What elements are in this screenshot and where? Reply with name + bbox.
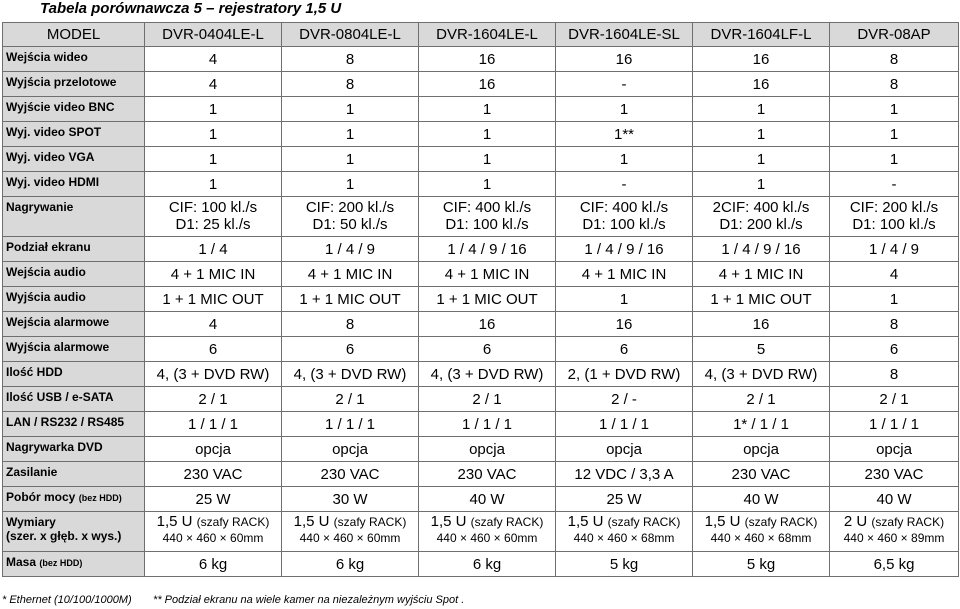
cell bbox=[556, 197, 693, 237]
cell-line-dims: 440 × 460 × 60mm bbox=[299, 531, 401, 545]
cell: 8 bbox=[830, 72, 959, 97]
cell: 1 / 4 / 9 / 16 bbox=[693, 237, 830, 262]
table-row bbox=[3, 337, 959, 362]
cell: 1 / 1 / 1 bbox=[145, 412, 282, 437]
cell-line: 2CIF: 400 kl./s bbox=[712, 199, 810, 216]
cell: 230 VAC bbox=[830, 462, 959, 487]
table-row bbox=[3, 362, 959, 387]
cell: opcja bbox=[556, 437, 693, 462]
row-label-text: Zasilanie bbox=[6, 465, 58, 479]
cell: 6 bbox=[419, 337, 556, 362]
cell: 2 / 1 bbox=[830, 387, 959, 412]
cell: 12 VDC / 3,3 A bbox=[556, 462, 693, 487]
cell-line: D1: 100 kl./s bbox=[445, 216, 529, 233]
cell: 1 bbox=[145, 122, 282, 147]
cell-line-note: (szafy RACK) bbox=[607, 515, 681, 529]
row-label bbox=[3, 362, 145, 387]
table-row bbox=[3, 237, 959, 262]
cell: 1 / 1 / 1 bbox=[830, 412, 959, 437]
cell: 5 bbox=[693, 337, 830, 362]
cell bbox=[145, 512, 282, 552]
cell: 230 VAC bbox=[145, 462, 282, 487]
cell-line: D1: 200 kl./s bbox=[719, 216, 803, 233]
table-row bbox=[3, 462, 959, 487]
header-row bbox=[3, 23, 959, 47]
table-row bbox=[3, 312, 959, 337]
cell: 1 bbox=[282, 172, 419, 197]
cell: 1 bbox=[145, 147, 282, 172]
cell-line-dims: 440 × 460 × 68mm bbox=[573, 531, 675, 545]
row-label-text: LAN / RS232 / RS485 bbox=[6, 415, 125, 429]
cell: 2 / 1 bbox=[419, 387, 556, 412]
cell: 25 W bbox=[145, 487, 282, 512]
cell bbox=[419, 512, 556, 552]
row-label bbox=[3, 47, 145, 72]
row-label bbox=[3, 312, 145, 337]
cell bbox=[830, 512, 959, 552]
comparison-table bbox=[2, 22, 959, 577]
cell: 1 / 1 / 1 bbox=[419, 412, 556, 437]
page-title: Tabela porównawcza 5 – rejestratory 1,5 U bbox=[40, 0, 342, 17]
cell: 8 bbox=[830, 47, 959, 72]
row-label-text: Wyjścia przelotowe bbox=[6, 75, 117, 89]
cell: 8 bbox=[830, 362, 959, 387]
cell: 25 W bbox=[556, 487, 693, 512]
cell-line: CIF: 200 kl./s bbox=[849, 199, 939, 216]
cell bbox=[419, 197, 556, 237]
cell: 40 W bbox=[419, 487, 556, 512]
cell: 1 / 4 bbox=[145, 237, 282, 262]
cell-line-dims: 440 × 460 × 89mm bbox=[843, 531, 945, 545]
model-header-3: DVR-1604LE-L bbox=[419, 23, 556, 47]
cell-line-dims: 440 × 460 × 60mm bbox=[162, 531, 264, 545]
cell-line-dims: 440 × 460 × 68mm bbox=[710, 531, 812, 545]
table-row bbox=[3, 197, 959, 237]
cell: 230 VAC bbox=[419, 462, 556, 487]
row-label-note: (bez HDD) bbox=[39, 558, 83, 568]
table-row bbox=[3, 487, 959, 512]
cell: 4 bbox=[830, 262, 959, 287]
cell: 30 W bbox=[282, 487, 419, 512]
row-label bbox=[3, 72, 145, 97]
cell-line: 1,5 U bbox=[156, 513, 193, 530]
table-row bbox=[3, 387, 959, 412]
cell-line: CIF: 400 kl./s bbox=[579, 199, 669, 216]
cell: 16 bbox=[693, 312, 830, 337]
cell: 1 / 1 / 1 bbox=[282, 412, 419, 437]
cell: 8 bbox=[282, 72, 419, 97]
cell: 1 / 1 / 1 bbox=[556, 412, 693, 437]
cell: 8 bbox=[830, 312, 959, 337]
row-label-text: Wymiary bbox=[6, 515, 56, 529]
cell: 16 bbox=[419, 312, 556, 337]
cell-line: 1,5 U bbox=[430, 513, 467, 530]
row-label-text: Masa bbox=[6, 555, 37, 569]
row-label-text: Pobór mocy bbox=[6, 490, 76, 504]
row-label bbox=[3, 387, 145, 412]
cell: 4 + 1 MIC IN bbox=[419, 262, 556, 287]
cell: 4 + 1 MIC IN bbox=[693, 262, 830, 287]
cell: 1 bbox=[419, 172, 556, 197]
cell bbox=[556, 512, 693, 552]
row-label bbox=[3, 97, 145, 122]
cell: 6 kg bbox=[419, 552, 556, 577]
cell: 1 + 1 MIC OUT bbox=[282, 287, 419, 312]
cell: 1 bbox=[282, 122, 419, 147]
table-row bbox=[3, 172, 959, 197]
cell: 4, (3 + DVD RW) bbox=[419, 362, 556, 387]
row-label-text: Podział ekranu bbox=[6, 240, 91, 254]
row-label-text: Wyjście video BNC bbox=[6, 100, 115, 114]
cell: 1 bbox=[556, 287, 693, 312]
cell: 1 bbox=[145, 172, 282, 197]
cell-line-note: (szafy RACK) bbox=[871, 515, 945, 529]
cell bbox=[830, 197, 959, 237]
cell bbox=[145, 197, 282, 237]
cell-line: 1,5 U bbox=[567, 513, 604, 530]
row-label-text: Wejścia alarmowe bbox=[6, 315, 110, 329]
table-row bbox=[3, 122, 959, 147]
table-row bbox=[3, 552, 959, 577]
cell: 40 W bbox=[830, 487, 959, 512]
cell: 1 bbox=[693, 97, 830, 122]
cell: 1 + 1 MIC OUT bbox=[693, 287, 830, 312]
cell bbox=[693, 197, 830, 237]
cell: 4 + 1 MIC IN bbox=[282, 262, 419, 287]
cell: 1 bbox=[830, 147, 959, 172]
row-label bbox=[3, 122, 145, 147]
cell-line: 1,5 U bbox=[293, 513, 330, 530]
cell-line: CIF: 100 kl./s bbox=[168, 199, 258, 216]
row-label bbox=[3, 552, 145, 577]
cell-line: 1,5 U bbox=[704, 513, 741, 530]
row-label bbox=[3, 487, 145, 512]
cell: 6 bbox=[830, 337, 959, 362]
cell: 1 + 1 MIC OUT bbox=[419, 287, 556, 312]
table-row bbox=[3, 437, 959, 462]
row-label-text: Wyj. video SPOT bbox=[6, 125, 102, 139]
row-label-text: Nagrywarka DVD bbox=[6, 440, 103, 454]
row-label bbox=[3, 462, 145, 487]
cell: 16 bbox=[419, 72, 556, 97]
cell: 2 / 1 bbox=[145, 387, 282, 412]
cell: 5 kg bbox=[693, 552, 830, 577]
cell-line: D1: 50 kl./s bbox=[312, 216, 388, 233]
cell: 1** bbox=[556, 122, 693, 147]
row-label-text: Wyjścia audio bbox=[6, 290, 86, 304]
row-label bbox=[3, 412, 145, 437]
row-label-text: Wejścia wideo bbox=[6, 50, 88, 64]
row-label-note: (bez HDD) bbox=[78, 493, 122, 503]
cell: 8 bbox=[282, 312, 419, 337]
cell: 1 bbox=[830, 122, 959, 147]
row-label-line2: (szer. x głęb. x wys.) bbox=[6, 529, 122, 543]
table-row bbox=[3, 147, 959, 172]
model-header-5: DVR-1604LF-L bbox=[693, 23, 830, 47]
row-label bbox=[3, 337, 145, 362]
cell: 5 kg bbox=[556, 552, 693, 577]
cell: 6,5 kg bbox=[830, 552, 959, 577]
cell: 1 bbox=[693, 122, 830, 147]
cell: - bbox=[556, 72, 693, 97]
cell: 1 bbox=[282, 97, 419, 122]
cell: - bbox=[830, 172, 959, 197]
row-label bbox=[3, 437, 145, 462]
cell: 1 bbox=[693, 147, 830, 172]
footnote-ethernet: * Ethernet (10/100/1000M) bbox=[2, 594, 132, 606]
cell: 1 bbox=[830, 97, 959, 122]
cell: 4 + 1 MIC IN bbox=[556, 262, 693, 287]
model-header-4: DVR-1604LE-SL bbox=[556, 23, 693, 47]
table-row bbox=[3, 47, 959, 72]
cell bbox=[282, 197, 419, 237]
cell-line: D1: 25 kl./s bbox=[175, 216, 251, 233]
row-label-text: Ilość HDD bbox=[6, 365, 63, 379]
cell: 16 bbox=[556, 312, 693, 337]
cell: 16 bbox=[693, 47, 830, 72]
row-label bbox=[3, 147, 145, 172]
cell: 16 bbox=[693, 72, 830, 97]
cell: opcja bbox=[282, 437, 419, 462]
cell: 40 W bbox=[693, 487, 830, 512]
row-label bbox=[3, 287, 145, 312]
cell: 230 VAC bbox=[282, 462, 419, 487]
row-label bbox=[3, 262, 145, 287]
cell-line-note: (szafy RACK) bbox=[470, 515, 544, 529]
row-label bbox=[3, 197, 145, 237]
cell-line: D1: 100 kl./s bbox=[582, 216, 666, 233]
cell: 6 kg bbox=[282, 552, 419, 577]
table-row bbox=[3, 287, 959, 312]
cell: 1* / 1 / 1 bbox=[693, 412, 830, 437]
cell: 1 bbox=[556, 97, 693, 122]
cell: 1 bbox=[693, 172, 830, 197]
table-row bbox=[3, 412, 959, 437]
cell: 1 + 1 MIC OUT bbox=[145, 287, 282, 312]
cell bbox=[693, 512, 830, 552]
cell: opcja bbox=[830, 437, 959, 462]
cell: 4 bbox=[145, 47, 282, 72]
cell: 1 bbox=[419, 122, 556, 147]
model-header-2: DVR-0804LE-L bbox=[282, 23, 419, 47]
cell: 6 bbox=[282, 337, 419, 362]
model-header-1: DVR-0404LE-L bbox=[145, 23, 282, 47]
cell: 1 / 4 / 9 bbox=[830, 237, 959, 262]
row-label bbox=[3, 237, 145, 262]
cell-line: 2 U bbox=[843, 513, 868, 530]
table-row bbox=[3, 262, 959, 287]
cell: 6 bbox=[145, 337, 282, 362]
cell-line: D1: 100 kl./s bbox=[852, 216, 936, 233]
cell: 230 VAC bbox=[693, 462, 830, 487]
cell: 1 bbox=[830, 287, 959, 312]
cell: opcja bbox=[145, 437, 282, 462]
row-label-text: Ilość USB / e-SATA bbox=[6, 390, 114, 404]
cell: 16 bbox=[419, 47, 556, 72]
table-row bbox=[3, 97, 959, 122]
cell-line: CIF: 200 kl./s bbox=[305, 199, 395, 216]
row-label-text: Nagrywanie bbox=[6, 200, 74, 214]
row-label-text: Wyjścia alarmowe bbox=[6, 340, 110, 354]
cell: 1 bbox=[419, 97, 556, 122]
cell-line: CIF: 400 kl./s bbox=[442, 199, 532, 216]
row-label bbox=[3, 512, 145, 552]
footnote-spot: ** Podział ekranu na wiele kamer na niezależnym wyjściu Spot . bbox=[153, 594, 465, 606]
cell: 1 bbox=[282, 147, 419, 172]
row-label-text: Wyj. video HDMI bbox=[6, 175, 100, 189]
cell-line-note: (szafy RACK) bbox=[744, 515, 818, 529]
model-header-6: DVR-08AP bbox=[830, 23, 959, 47]
cell: 1 / 4 / 9 / 16 bbox=[556, 237, 693, 262]
cell: 2, (1 + DVD RW) bbox=[556, 362, 693, 387]
cell-line-note: (szafy RACK) bbox=[333, 515, 407, 529]
cell: 6 bbox=[556, 337, 693, 362]
cell-line-note: (szafy RACK) bbox=[196, 515, 270, 529]
cell bbox=[282, 512, 419, 552]
cell: 1 bbox=[145, 97, 282, 122]
cell: 8 bbox=[282, 47, 419, 72]
cell: 1 bbox=[556, 147, 693, 172]
cell: 4 bbox=[145, 312, 282, 337]
row-label bbox=[3, 172, 145, 197]
cell: opcja bbox=[693, 437, 830, 462]
cell: 4 bbox=[145, 72, 282, 97]
cell: 1 / 4 / 9 / 16 bbox=[419, 237, 556, 262]
cell: 2 / 1 bbox=[282, 387, 419, 412]
row-label-text: Wyj. video VGA bbox=[6, 150, 95, 164]
row-label-text: Wejścia audio bbox=[6, 265, 86, 279]
cell: 4, (3 + DVD RW) bbox=[693, 362, 830, 387]
cell: 2 / - bbox=[556, 387, 693, 412]
cell: 4, (3 + DVD RW) bbox=[145, 362, 282, 387]
cell-line-dims: 440 × 460 × 60mm bbox=[436, 531, 538, 545]
cell: 2 / 1 bbox=[693, 387, 830, 412]
cell: 6 kg bbox=[145, 552, 282, 577]
cell: 4 + 1 MIC IN bbox=[145, 262, 282, 287]
cell: 1 bbox=[419, 147, 556, 172]
table-row bbox=[3, 72, 959, 97]
cell: 4, (3 + DVD RW) bbox=[282, 362, 419, 387]
cell: opcja bbox=[419, 437, 556, 462]
table-row bbox=[3, 512, 959, 552]
cell: 16 bbox=[556, 47, 693, 72]
cell: - bbox=[556, 172, 693, 197]
footnotes bbox=[2, 594, 464, 606]
model-header: MODEL bbox=[3, 23, 145, 47]
cell: 1 / 4 / 9 bbox=[282, 237, 419, 262]
